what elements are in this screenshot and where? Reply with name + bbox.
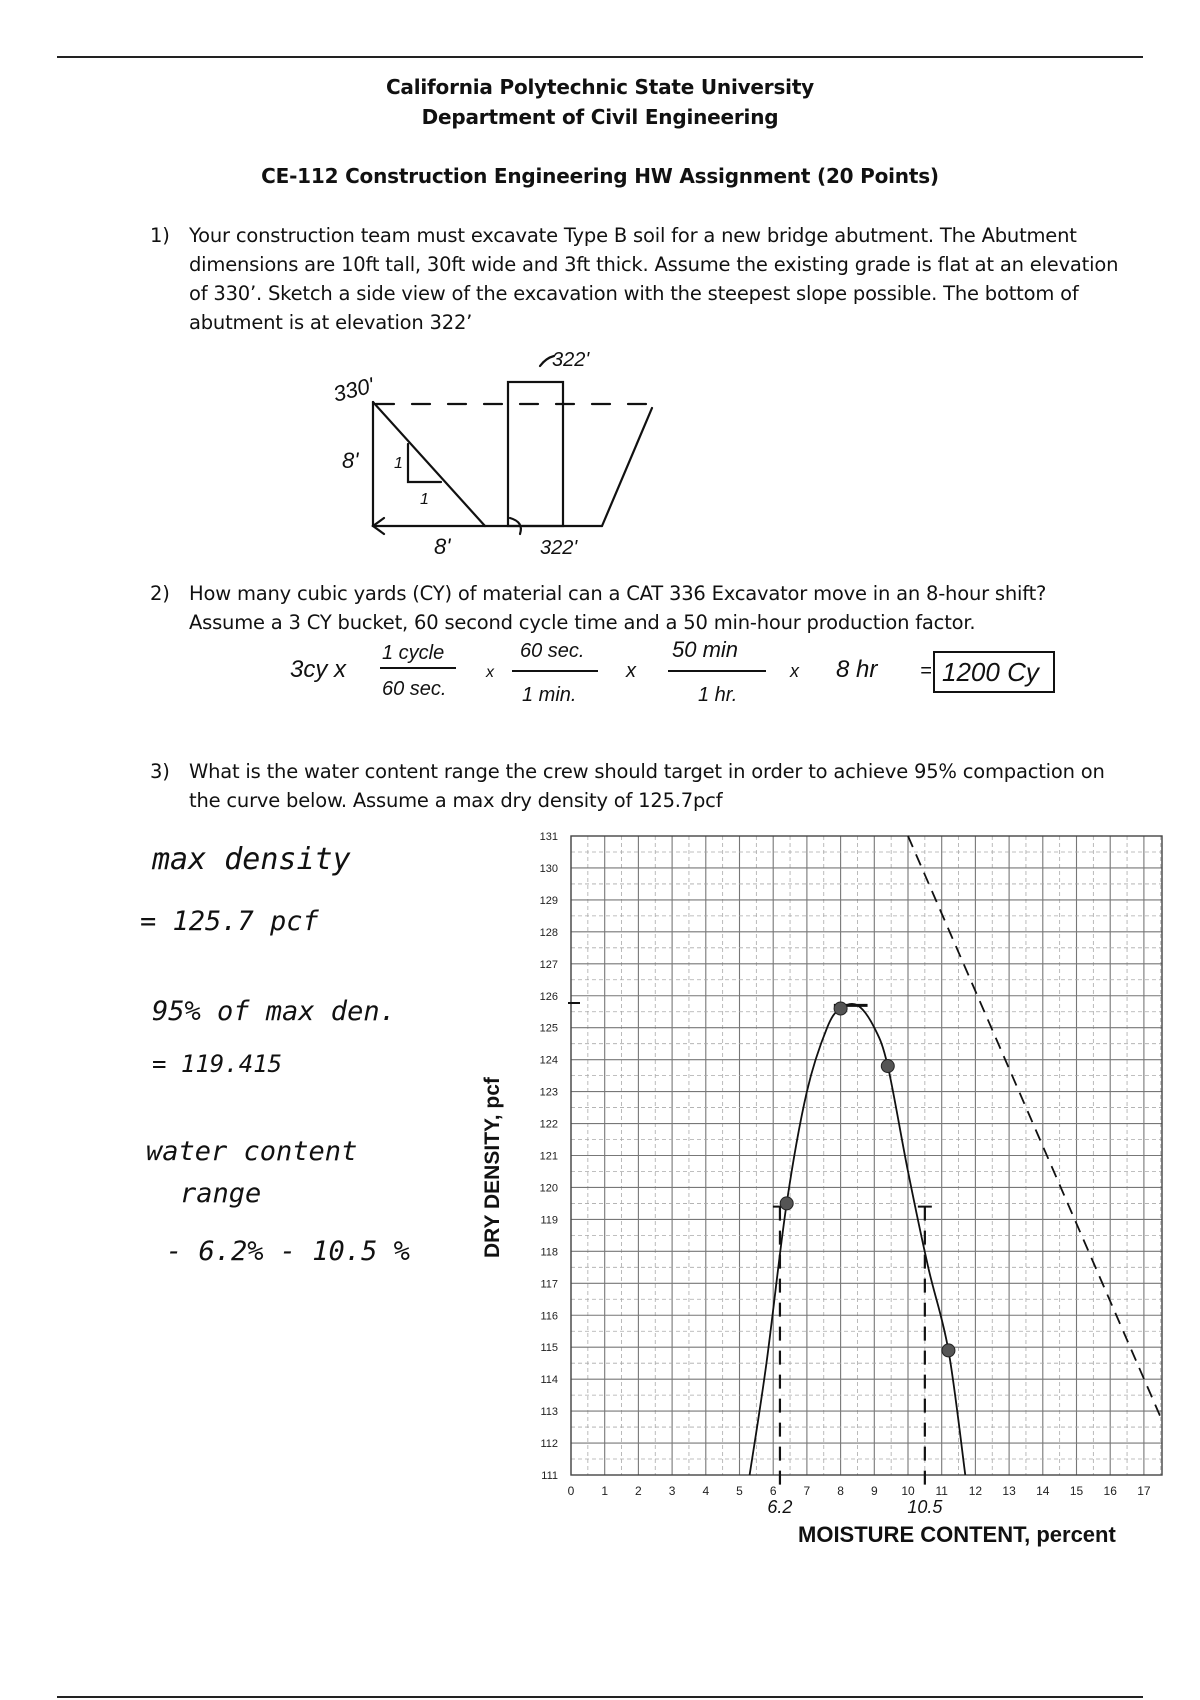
- question-number: 3): [150, 760, 170, 783]
- assignment-title: CE-112 Construction Engineering HW Assignment (20 Points): [261, 164, 939, 188]
- y-tick-label: 113: [540, 1406, 558, 1419]
- bucket-term: 3cy x: [290, 656, 347, 683]
- x-tick-label: 8: [837, 1484, 844, 1498]
- elev-bottom-label: 322': [540, 537, 578, 559]
- x-tick-label: 6: [769, 1484, 777, 1498]
- x-tick-label: 5: [736, 1484, 743, 1498]
- question-text: How many cubic yards (CY) of material can a CAT 336 Excavator move in an 8-hour shift? Assume a 3 CY bucket, 60 second cycle time and a 50 min-hour production factor.: [189, 582, 1047, 634]
- y-axis-label: DRY DENSITY, pcf: [481, 1077, 504, 1258]
- y-tick-label: 125: [539, 1022, 558, 1035]
- x-axis-label: MOISTURE CONTENT, percent: [798, 1522, 1116, 1547]
- y-tick-label: 120: [539, 1182, 558, 1195]
- hours-term: 8 hr: [836, 656, 878, 683]
- y-tick-label: 124: [539, 1054, 558, 1067]
- times-1: x: [486, 664, 494, 681]
- x-tick-label: 15: [1069, 1484, 1084, 1498]
- frac2-num: 60 sec.: [520, 640, 585, 662]
- slope-run-label: 1: [420, 491, 429, 508]
- frac3-den: 1 hr.: [698, 684, 738, 706]
- y-tick-label: 114: [540, 1374, 558, 1387]
- x-tick-label: 7: [803, 1484, 811, 1498]
- y-tick-label: 131: [539, 831, 558, 843]
- y-tick-label: 126: [539, 990, 558, 1003]
- x-tick-label: 12: [968, 1484, 983, 1498]
- width-label: 8': [434, 534, 451, 559]
- note-range-value: - 6.2% - 10.5 %: [166, 1236, 410, 1267]
- y-tick-label: 130: [539, 862, 558, 875]
- y-tick-label: 117: [540, 1278, 558, 1291]
- x-tick-label: 14: [1036, 1484, 1050, 1498]
- x-tick-label: 17: [1137, 1484, 1151, 1498]
- y-tick-label: 121: [539, 1150, 558, 1163]
- department-name: Department of Civil Engineering: [421, 105, 779, 129]
- question-number: 1): [150, 224, 170, 247]
- y-tick-label: 111: [541, 1470, 558, 1482]
- target-label: 10.5: [907, 1497, 943, 1517]
- y-tick-label: 129: [539, 894, 558, 907]
- times-3: x: [790, 661, 799, 681]
- x-tick-label: 1: [601, 1484, 609, 1498]
- x-tick-label: 9: [870, 1484, 878, 1498]
- target-label: 6.2: [767, 1497, 793, 1517]
- data-point: [942, 1344, 955, 1357]
- question-number: 2): [150, 582, 170, 605]
- times-2: x: [626, 660, 636, 682]
- x-tick-labels: [568, 1484, 1151, 1498]
- data-point: [780, 1197, 793, 1210]
- y-tick-label: 119: [540, 1214, 558, 1227]
- university-name: California Polytechnic State University: [385, 75, 815, 99]
- x-tick-label: 0: [567, 1484, 575, 1498]
- x-tick-label: 2: [635, 1484, 642, 1498]
- question-text: Your construction team must excavate Type B soil for a new bridge abutment. The Abutment dimensions are 10ft tall, 30ft wide and 3ft thick. Assume the existing grade is flat at an elevation of 330’. Sketch a side view of the excavation with the steepest slope possible. The bottom of abutment is at elevation 322’: [189, 224, 1119, 334]
- y-tick-label: 115: [540, 1342, 558, 1355]
- data-point: [881, 1060, 894, 1073]
- y-tick-label: 128: [539, 926, 558, 939]
- note-95-percent-value: = 119.415: [152, 1050, 283, 1078]
- y-tick-label: 122: [539, 1118, 558, 1131]
- equals-sign: =: [920, 660, 932, 682]
- target-moisture-lines: [767, 1207, 943, 1517]
- y-tick-labels: [540, 831, 558, 1482]
- x-tick-label: 4: [702, 1484, 710, 1498]
- note-max-density: max density: [152, 842, 351, 877]
- data-point: [834, 1002, 847, 1015]
- x-tick-label: 11: [935, 1484, 948, 1498]
- chart-grid: [571, 836, 1162, 1475]
- answer-value: 1200 Cy: [942, 657, 1039, 687]
- note-95-percent: 95% of max den.: [152, 996, 396, 1027]
- zero-air-voids-line: [908, 836, 1161, 1417]
- note-water-content: water content: [146, 1136, 358, 1167]
- y-tick-label: 112: [540, 1438, 558, 1451]
- x-tick-label: 3: [668, 1484, 676, 1498]
- height-label: 8': [342, 448, 359, 473]
- slope-rise-label: 1: [394, 455, 403, 472]
- note-max-density-value: = 125.7 pcf: [140, 906, 319, 937]
- frac1-den: 60 sec.: [382, 678, 447, 700]
- y-tick-label: 127: [539, 958, 558, 971]
- elev-abutment-label: 322': [552, 349, 590, 371]
- y-tick-label: 116: [540, 1310, 558, 1323]
- frac2-den: 1 min.: [522, 684, 577, 706]
- question-text: What is the water content range the crew should target in order to achieve 95% compaction on the curve below. Assume a max dry density of 125.7pcf: [189, 760, 1105, 812]
- note-range: range: [180, 1178, 262, 1209]
- elev-top-label: 330': [330, 372, 377, 407]
- frac3-num: 50 min: [672, 637, 739, 662]
- frac1-num: 1 cycle: [382, 642, 445, 664]
- y-tick-label: 123: [539, 1086, 558, 1099]
- x-tick-label: 13: [1002, 1484, 1016, 1498]
- x-tick-label: 10: [901, 1484, 915, 1498]
- y-tick-label: 118: [540, 1246, 558, 1259]
- x-tick-label: 16: [1103, 1484, 1117, 1498]
